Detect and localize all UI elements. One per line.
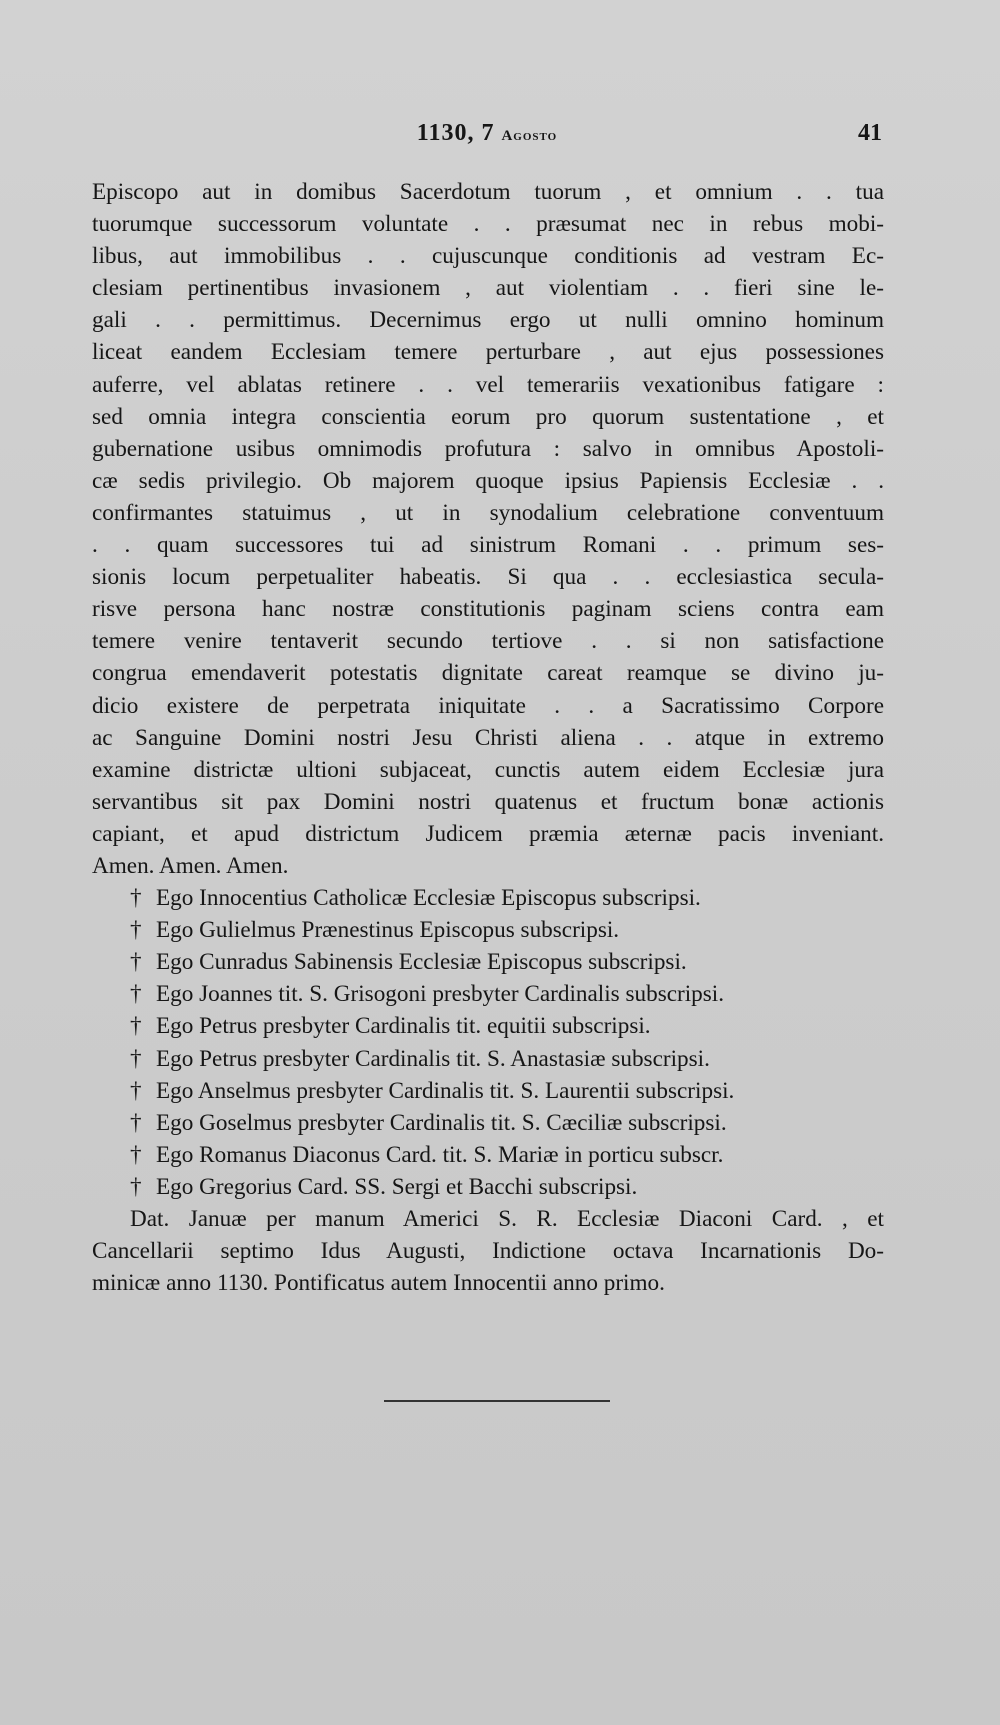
signature-line: [92, 978, 884, 1010]
running-title-month: Agosto: [501, 128, 558, 144]
page-header: [92, 120, 882, 150]
text-line: servantibus sit pax Domini nostri quatenus et fructum bonæ actionis: [92, 788, 884, 815]
signature-text: Ego Gregorius Card. SS. Sergi et Bacchi subscripsi.: [156, 1173, 638, 1200]
signature-text: Ego Gulielmus Prænestinus Episcopus subscripsi.: [156, 917, 620, 944]
signature-line: [92, 1171, 884, 1203]
signature-text: Ego Anselmus presbyter Cardinalis tit. S. Laurentii subscripsi.: [156, 1077, 735, 1104]
cross-icon: †: [130, 917, 142, 944]
text-line: Dat. Januæ per manum Americi S. R. Ecclesiæ Diaconi Card. , et: [130, 1206, 884, 1232]
text-line: temere venire tentaverit secundo tertiove . . si non satisfactione: [92, 628, 884, 655]
text-line: gubernatione usibus omnimodis profutura : salvo in omnibus Apostoli-: [92, 435, 884, 462]
signature-text: Ego Petrus presbyter Cardinalis tit. equitii subscripsi.: [156, 1013, 651, 1040]
signature-text: Ego Innocentius Catholicæ Ecclesiæ Episcopus subscripsi.: [156, 885, 701, 912]
signature-line: [92, 1075, 884, 1107]
text-line: dicio existere de perpetrata iniquitate . . a Sacratissimo Corpore: [92, 692, 884, 719]
text-line: clesiam pertinentibus invasionem , aut violentiam . . fieri sine le-: [92, 275, 884, 302]
text-line: sionis locum perpetualiter habeatis. Si qua . . ecclesiastica secula-: [92, 564, 884, 591]
cross-icon: †: [130, 885, 142, 912]
signature-line: [92, 1139, 884, 1171]
text-line: Episcopo aut in domibus Sacerdotum tuorum , et omnium . . tua: [92, 179, 884, 205]
cross-icon: †: [130, 949, 142, 976]
text-line: tuorumque successorum voluntate . . præsumat nec in rebus mobi-: [92, 211, 884, 238]
signature-text: Ego Cunradus Sabinensis Ecclesiæ Episcopus subscripsi.: [156, 949, 687, 976]
running-title: [92, 120, 882, 147]
cross-icon: †: [130, 1013, 142, 1040]
amen-line: Amen. Amen. Amen.: [92, 852, 289, 879]
text-line: libus, aut immobilibus . . cujuscunque conditionis ad vestram Ec-: [92, 243, 884, 270]
text-line: . . quam successores tui ad sinistrum Romani . . primum ses-: [92, 532, 884, 559]
text-line: liceat eandem Ecclesiam temere perturbare , aut ejus possessiones: [92, 339, 884, 366]
document-body: [92, 176, 884, 1299]
closing-rule-divider: [384, 1400, 610, 1402]
text-line: auferre, vel ablatas retinere . . vel temerariis vexationibus fatigare :: [92, 371, 884, 398]
text-line: capiant, et apud districtum Judicem præmia æternæ pacis inveniant.: [92, 820, 884, 847]
text-line: ac Sanguine Domini nostri Jesu Christi aliena . . atque in extremo: [92, 724, 884, 751]
cross-icon: †: [130, 1045, 142, 1072]
signature-line: [92, 914, 884, 946]
text-line: minicæ anno 1130. Pontificatus autem Innocentii anno primo.: [92, 1270, 665, 1297]
signature-text: Ego Romanus Diaconus Card. tit. S. Mariæ in porticu subscr.: [156, 1141, 724, 1168]
signature-text: Ego Goselmus presbyter Cardinalis tit. S. Cæciliæ subscripsi.: [156, 1109, 727, 1136]
text-line: cæ sedis privilegio. Ob majorem quoque ipsius Papiensis Ecclesiæ . .: [92, 467, 884, 494]
text-line: sed omnia integra conscientia eorum pro quorum sustentatione , et: [92, 403, 884, 430]
signature-line: [92, 1107, 884, 1139]
signature-text: Ego Petrus presbyter Cardinalis tit. S. Anastasiæ subscripsi.: [156, 1045, 710, 1072]
main-paragraph: [92, 176, 884, 882]
page-number: 41: [858, 120, 882, 146]
text-line: congrua emendaverit potestatis dignitate careat reamque se divino ju-: [92, 660, 884, 687]
dating-clause: [92, 1203, 884, 1299]
running-title-date: 1130, 7: [416, 120, 495, 146]
signature-line: [92, 882, 884, 914]
text-line: confirmantes statuimus , ut in synodalium celebratione conventuum: [92, 499, 884, 526]
text-line: risve persona hanc nostræ constitutionis paginam sciens contra eam: [92, 596, 884, 623]
cross-icon: †: [130, 1141, 142, 1168]
signature-line: [92, 1043, 884, 1075]
signature-line: [92, 1010, 884, 1042]
text-line: gali . . permittimus. Decernimus ergo ut nulli omnino hominum: [92, 307, 884, 334]
cross-icon: †: [130, 981, 142, 1008]
cross-icon: †: [130, 1109, 142, 1136]
signature-list: [92, 882, 884, 1203]
cross-icon: †: [130, 1173, 142, 1200]
signature-text: Ego Joannes tit. S. Grisogoni presbyter Cardinalis subscripsi.: [156, 981, 725, 1008]
text-line: Cancellarii septimo Idus Augusti, Indictione octava Incarnationis Do-: [92, 1238, 884, 1265]
signature-line: [92, 946, 884, 978]
cross-icon: †: [130, 1077, 142, 1104]
text-line: examine districtæ ultioni subjaceat, cunctis autem eidem Ecclesiæ jura: [92, 756, 884, 783]
